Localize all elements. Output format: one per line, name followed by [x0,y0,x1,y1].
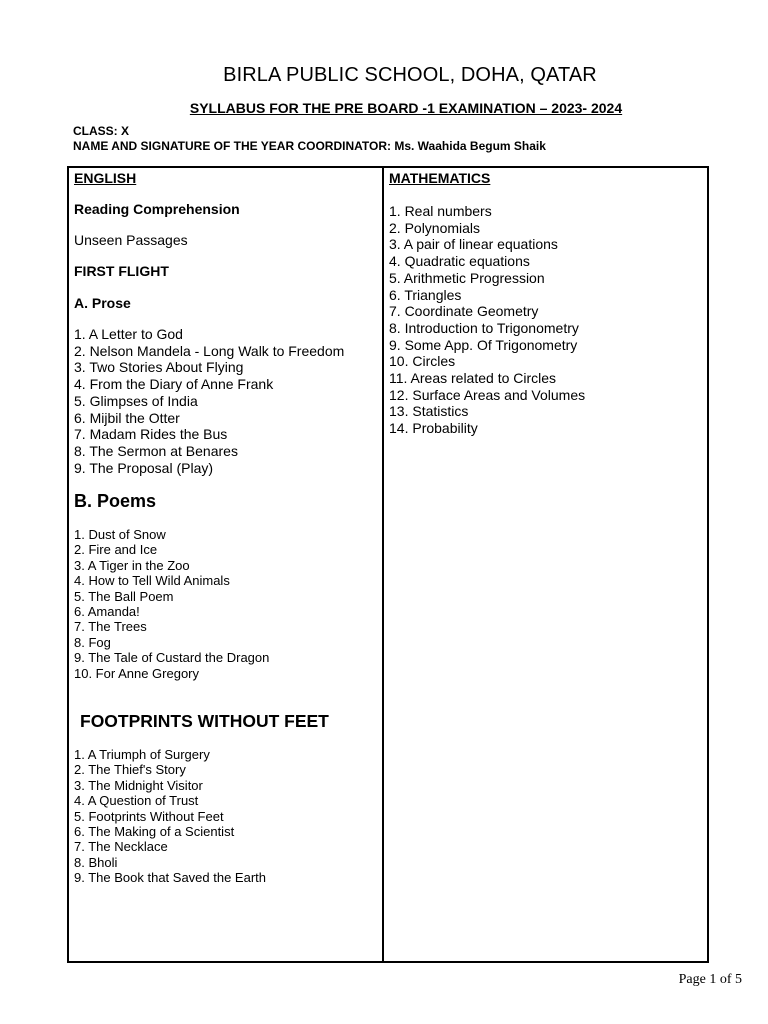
list-item: 7. The Trees [74,619,147,635]
list-item: 8. The Sermon at Benares [74,442,238,459]
list-item: 4. A Question of Trust [74,793,199,809]
list-item: 4. Quadratic equations [389,253,530,270]
page-number: Page 1 of 5 [678,972,742,987]
list-item: 6. The Making of a Scientist [74,824,235,840]
unseen-passages: Unseen Passages [74,232,188,248]
list-item: 9. The Tale of Custard the Dragon [74,650,270,666]
list-item: 3. The Midnight Visitor [74,777,203,793]
list-item: 8. Introduction to Trigonometry [389,319,579,336]
prose-heading: A. Prose [74,295,131,311]
list-item: 2. Fire and Ice [74,542,158,558]
list-item: 8. Bholi [74,854,118,870]
list-item: 12. Surface Areas and Volumes [389,386,586,403]
prose-list [74,326,344,476]
list-item: 14. Probability [389,420,478,437]
list-item: 9. The Book that Saved the Earth [74,870,266,886]
list-item: 10. Circles [389,353,456,370]
list-item: 3. A pair of linear equations [389,236,558,253]
list-item: 5. Arithmetic Progression [389,269,545,286]
list-item: 10. For Anne Gregory [74,665,200,681]
column-divider [382,168,384,961]
footprints-heading: FOOTPRINTS WITHOUT FEET [80,711,329,731]
list-item: 9. The Proposal (Play) [74,459,214,476]
list-item: 5. The Ball Poem [74,588,174,604]
list-item: 13. Statistics [389,403,469,420]
class-line: CLASS: X [73,124,130,138]
syllabus-title: SYLLABUS FOR THE PRE BOARD -1 EXAMINATION – 2023- 2024 [189,100,623,116]
list-item: 7. The Necklace [74,839,168,855]
list-item: 5. Glimpses of India [74,392,198,409]
syllabus-table [67,166,709,963]
english-heading: ENGLISH [74,170,137,186]
list-item: 4. How to Tell Wild Animals [74,573,230,589]
list-item: 2. Polynomials [389,219,481,236]
school-title: BIRLA PUBLIC SCHOOL, DOHA, QATAR [223,64,597,86]
list-item: 7. Madam Rides the Bus [74,426,228,443]
list-item: 3. Two Stories About Flying [74,359,244,376]
list-item: 4. From the Diary of Anne Frank [74,376,274,393]
list-item: 1. A Triumph of Surgery [74,747,210,762]
list-item: 1. Real numbers [389,203,492,219]
list-item: 8. Fog [74,634,111,650]
list-item: 2. The Thief's Story [74,762,186,778]
list-item: 2. Nelson Mandela - Long Walk to Freedom [74,342,345,359]
poems-list [74,527,269,681]
list-item: 6. Mijbil the Otter [74,409,180,426]
list-item: 1. A Letter to God [74,326,183,342]
list-item: 3. A Tiger in the Zoo [74,557,190,573]
mathematics-list [389,203,585,437]
footprints-list [74,747,266,886]
coordinator-line: NAME AND SIGNATURE OF THE YEAR COORDINATOR: Ms. Waahida Begum Shaik [73,139,546,153]
list-item: 7. Coordinate Geometry [389,303,539,320]
list-item: 11. Areas related to Circles [389,370,557,387]
list-item: 5. Footprints Without Feet [74,808,224,824]
first-flight-heading: FIRST FLIGHT [74,263,169,279]
list-item: 6. Amanda! [74,604,140,620]
reading-comprehension-heading: Reading Comprehension [74,201,240,217]
mathematics-heading: MATHEMATICS [389,170,491,186]
list-item: 1. Dust of Snow [74,527,166,542]
list-item: 9. Some App. Of Trigonometry [389,336,578,353]
poems-heading: B. Poems [74,491,157,511]
list-item: 6. Triangles [389,286,462,303]
